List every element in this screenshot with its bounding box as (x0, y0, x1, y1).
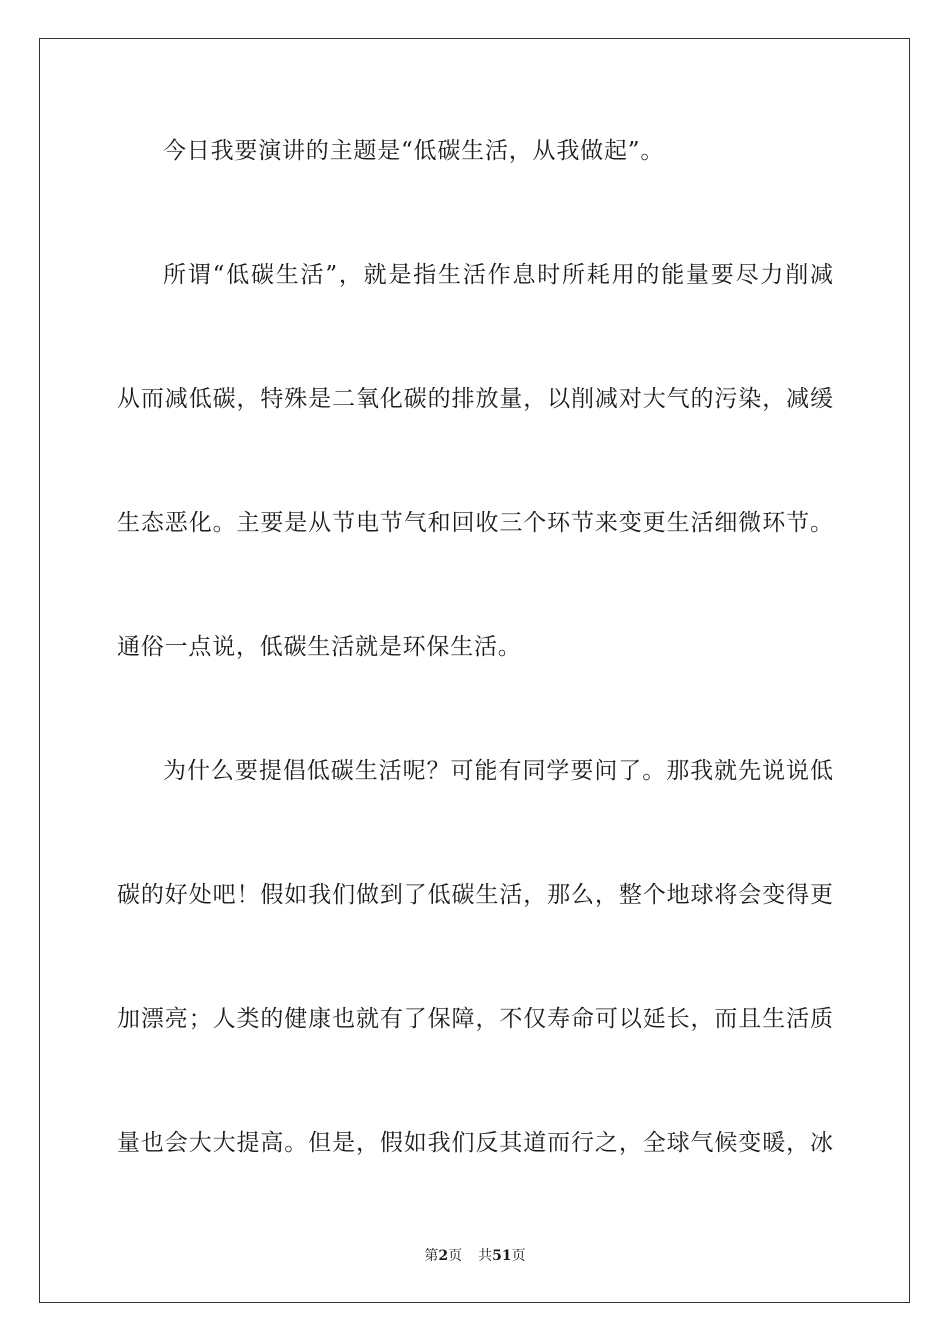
page-prefix: 第 (424, 1248, 439, 1264)
page-suffix: 页 (448, 1248, 463, 1264)
paragraph-line-3: 从而减低碳，特殊是二氧化碳的排放量，以削减对大气的污染，减缓 (117, 386, 833, 412)
page-border (39, 38, 910, 1303)
page-footer (0, 1245, 950, 1265)
paragraph-line-5: 通俗一点说，低碳生活就是环保生活。 (117, 634, 522, 660)
total-pages: 51 (492, 1248, 512, 1264)
paragraph-line-4: 生态恶化。主要是从节电节气和回收三个环节来变更生活细微环节。 (117, 510, 833, 536)
page-number: 2 (438, 1248, 449, 1264)
paragraph-line-2: 所谓“低碳生活”，就是指生活作息时所耗用的能量要尽力削减 (163, 262, 833, 288)
paragraph-line-6: 为什么要提倡低碳生活呢？可能有同学要问了。那我就先说说低 (163, 758, 833, 784)
paragraph-line-1: 今日我要演讲的主题是“低碳生活，从我做起”。 (163, 138, 665, 164)
paragraph-line-9: 量也会大大提高。但是，假如我们反其道而行之，全球气候变暖，冰 (117, 1130, 833, 1156)
total-suffix: 页 (511, 1248, 526, 1264)
paragraph-line-8: 加漂亮；人类的健康也就有了保障，不仅寿命可以延长，而且生活质 (117, 1006, 833, 1032)
paragraph-line-7: 碳的好处吧！假如我们做到了低碳生活，那么，整个地球将会变得更 (117, 882, 833, 908)
total-prefix: 共 (478, 1248, 493, 1264)
